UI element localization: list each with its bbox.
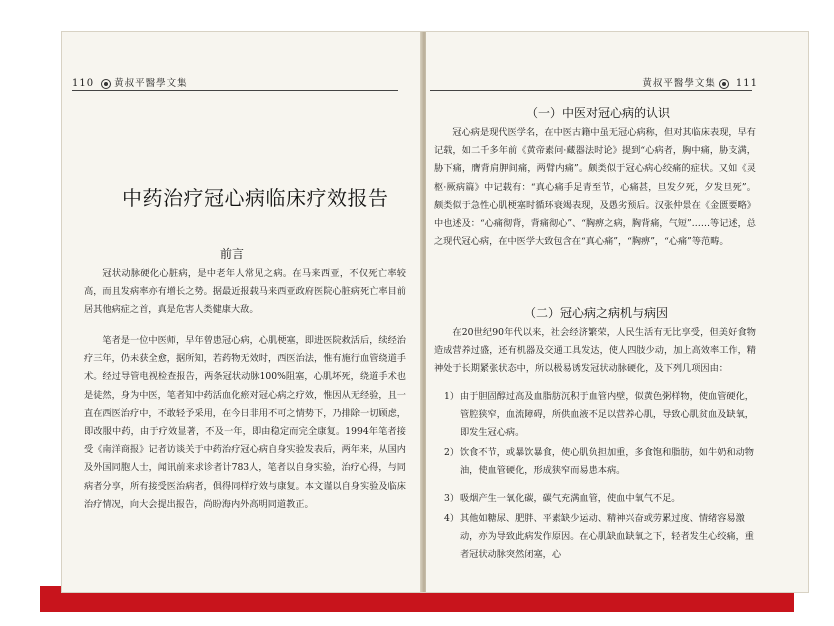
cause-list-item <box>444 490 756 508</box>
red-cover-edge <box>0 586 834 626</box>
right-running-head <box>642 75 758 89</box>
preface-paragraph-2: 笔者是一位中医师，早年曾患冠心病，心肌梗塞，即进医院救活后，续经治疗三年，仍未获全愈，据所知，若药物无效时，西医治法，惟有施行血管绕道手术。经过导管电视检查报告，两条冠状动脉100%阻塞，心肌坏死，绕道手术也是徒然，身为中医，笔者知中药活血化瘀对冠心病之疗效，惟因从无经验，且一直在西医治疗中，不敢轻予采用，在今日非用不可之情势下，乃排除一切顾虑，即改服中药，由于疗效显著，不及一年，即由稳定而完全康复。1994年笔者接受《南洋商报》记者访谈关于中药治疗冠心病自身实验发表后，两年来，从国内及外国同胞人士，闻讯前来求诊者计783人，笔者以自身实验，治疗心得，与同病者分享，所有接受医治病者，俱得同样疗效与康复。本文谨以自身实验及临床治疗情况，向大会提出报告，尚盼海内外高明同道教正。 <box>84 335 406 510</box>
list-text: 其他如糖尿、肥胖、平素缺少运动、精神兴奋或劳累过度、情绪容易激动，亦为导致此病发作原因。在心肌缺血缺氧之下，轻者发生心绞痛，重者冠状动脉突然闭塞，心 <box>460 513 754 560</box>
right-book-title: 黄叔平醫學文集 <box>642 78 716 89</box>
left-header-rule <box>72 90 398 91</box>
left-page-number: 110 <box>72 78 95 89</box>
list-number: 3） <box>444 493 460 504</box>
open-book <box>62 32 808 592</box>
preface-paragraph-1: 冠状动脉硬化心脏病，是中老年人常见之病。在马来西亚，不仅死亡率较高，而且发病率亦有增长之势。据最近报载马来西亚政府医院心脏病死亡率目前居其他病症之首，真是危害人类健康大敌。 <box>84 268 406 316</box>
section-1-heading: （一）中医对冠心病的认识 <box>526 106 671 120</box>
list-number: 1） <box>444 391 460 402</box>
document-title: 中药治疗冠心病临床疗效报告 <box>122 186 389 210</box>
cause-list-item <box>444 510 756 564</box>
section-2-heading: （二）冠心病之病机与病因 <box>524 306 669 320</box>
cause-list-item <box>444 444 756 480</box>
cause-list-item <box>444 388 756 442</box>
list-text: 吸烟产生一氧化碳，碳气充满血管，使血中氧气不足。 <box>460 493 681 504</box>
section-1-paragraph: 冠心病是现代医学名，在中医古籍中虽无冠心病称，但对其临床表现，早有记载，如二千多年前《黄帝素问·藏器法时论》提到“心病者，胸中痛，胁支满，胁下痛，膺背肩胛间痛，两臂内痛”。颇类似于冠心病心绞痛的症状。又如《灵枢·厥病篇》中记载有：“真心痛手足青至节，心痛甚，旦发夕死，夕发旦死”。颇类似于急性心肌梗塞时循环衰竭表现，及愚劣预后。汉张仲景在《金匮要略》中也述及：“心痛彻背，背痛彻心”、“胸痹之病，胸背痛，气短”……等记述，总之现代冠心病，在中医学大致包含在“真心痛”，“胸痹”，“心痛”等范畴。 <box>434 127 756 248</box>
list-number: 4） <box>444 513 460 524</box>
left-running-head <box>72 75 188 89</box>
section-2-paragraph: 在20世纪90年代以来，社会经济繁荣，人民生活有无比享受，但美好食物造成营养过盛，还有机器及交通工具发达，使人四肢少动，加上高效率工作，精神处于长期紧张状态中，所以极易诱发冠状动脉硬化，及下列几项因由： <box>434 327 756 375</box>
right-page <box>426 32 808 592</box>
book-logo-icon <box>101 79 111 89</box>
right-header-rule <box>430 90 752 91</box>
left-book-title: 黄叔平醫學文集 <box>114 78 188 89</box>
book-logo-icon <box>719 79 729 89</box>
left-page <box>62 32 423 592</box>
preface-heading: 前言 <box>220 247 245 261</box>
list-text: 饮食不节，或暴饮暴食，使心肌负担加重，多食饱和脂肪，如牛奶和动物油，使血管硬化，形成狭窄而易患本病。 <box>460 447 754 476</box>
list-number: 2） <box>444 447 460 458</box>
right-page-number: 111 <box>735 78 758 89</box>
list-text: 由于胆固醇过高及血脂肪沉积于血管内壁，似黄色粥样物，使血管硬化，管腔狭窄，血流障碍，所供血液不足以营养心肌，导致心肌贫血及缺氧，即发生冠心病。 <box>460 391 754 438</box>
